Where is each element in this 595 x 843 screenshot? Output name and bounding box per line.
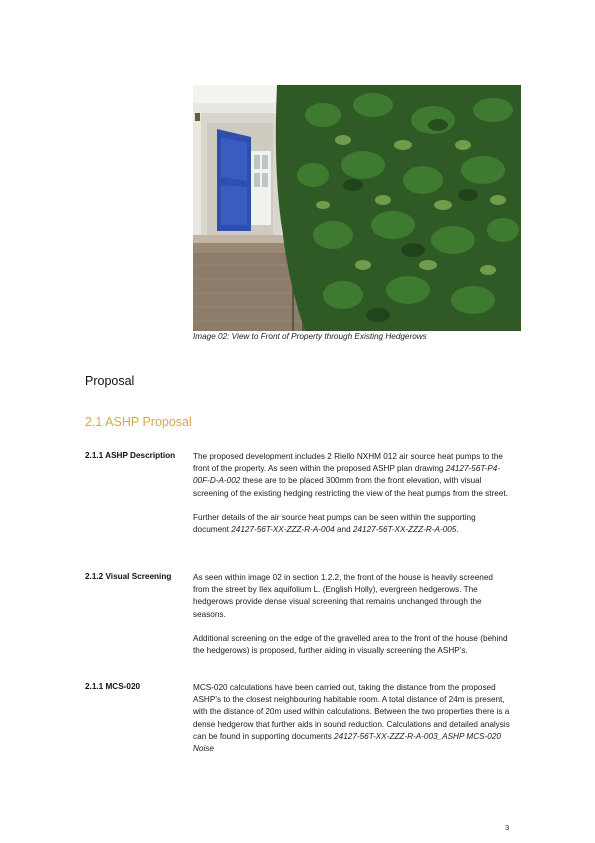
section-heading: Proposal: [85, 374, 135, 388]
body-text: MCS-020 calculations have been carried out, taking the distance from the proposed ASHP’s to the closest neighbouring habitable room. A total distance of 24m is present, with the distance of 20m used within calculations. Between the two properties there is a dense hedgerow that further aids in sound reduction. Calculations and detailed analysis can be found in supporting documents: [193, 683, 510, 741]
body-text: and: [334, 525, 353, 535]
body-paragraph: [193, 451, 511, 500]
document-reference: 24127-56T-P4-00F-D-A-002: [193, 464, 501, 486]
body-text: The proposed development includes 2 Riello NXHM 012 air source heat pumps to the front of the property. As seen within the proposed ASHP plan drawing: [193, 452, 503, 474]
body-text: .: [456, 525, 459, 535]
subsection-heading: 2.1 ASHP Proposal: [85, 415, 192, 429]
figure-caption: Image 02: View to Front of Property through Existing Hedgerows: [193, 332, 427, 341]
body-paragraph: [193, 512, 511, 536]
property-photo: [193, 85, 521, 331]
property-photo-image: [193, 85, 521, 331]
body-text: As seen within image 02 in section 1.2.2, the front of the house is heavily screened from the street by Ilex aquifolium L. (English Holly), evergreen hedgerows. The hedgerows provide dense visual screening that remains unchanged through the seasons.: [193, 573, 493, 619]
document-reference: 24127-56T-XX-ZZZ-R-A-005: [352, 525, 457, 535]
item-body: [193, 682, 511, 767]
body-paragraph: [193, 633, 511, 657]
item-body: [193, 451, 511, 548]
body-text: Further details of the air source heat pumps can be seen within the supporting document: [193, 512, 476, 535]
item-label: 2.1.2 Visual Screening: [85, 572, 172, 581]
item-body: [193, 572, 511, 669]
page-number: 3: [505, 823, 510, 832]
item-label: 2.1.1 ASHP Description: [85, 451, 176, 460]
body-text: Additional screening on the edge of the gravelled area to the front of the house (behind the hedgerows) is proposed, further aiding in visually screening the ASHP’s.: [193, 633, 508, 656]
document-reference: 24127-56T-XX-ZZZ-R-A-003_ASHP MCS-020 Noise: [193, 731, 501, 754]
body-paragraph: [193, 572, 511, 621]
body-text: these are to be placed 300mm from the front elevation, with visual screening of the existing hedging restricting the view of the heat pumps from the street.: [193, 476, 508, 498]
body-paragraph: [193, 682, 511, 755]
item-label: 2.1.1 MCS-020: [85, 682, 141, 691]
document-reference: 24127-56T-XX-ZZZ-R-A-004: [231, 525, 335, 535]
